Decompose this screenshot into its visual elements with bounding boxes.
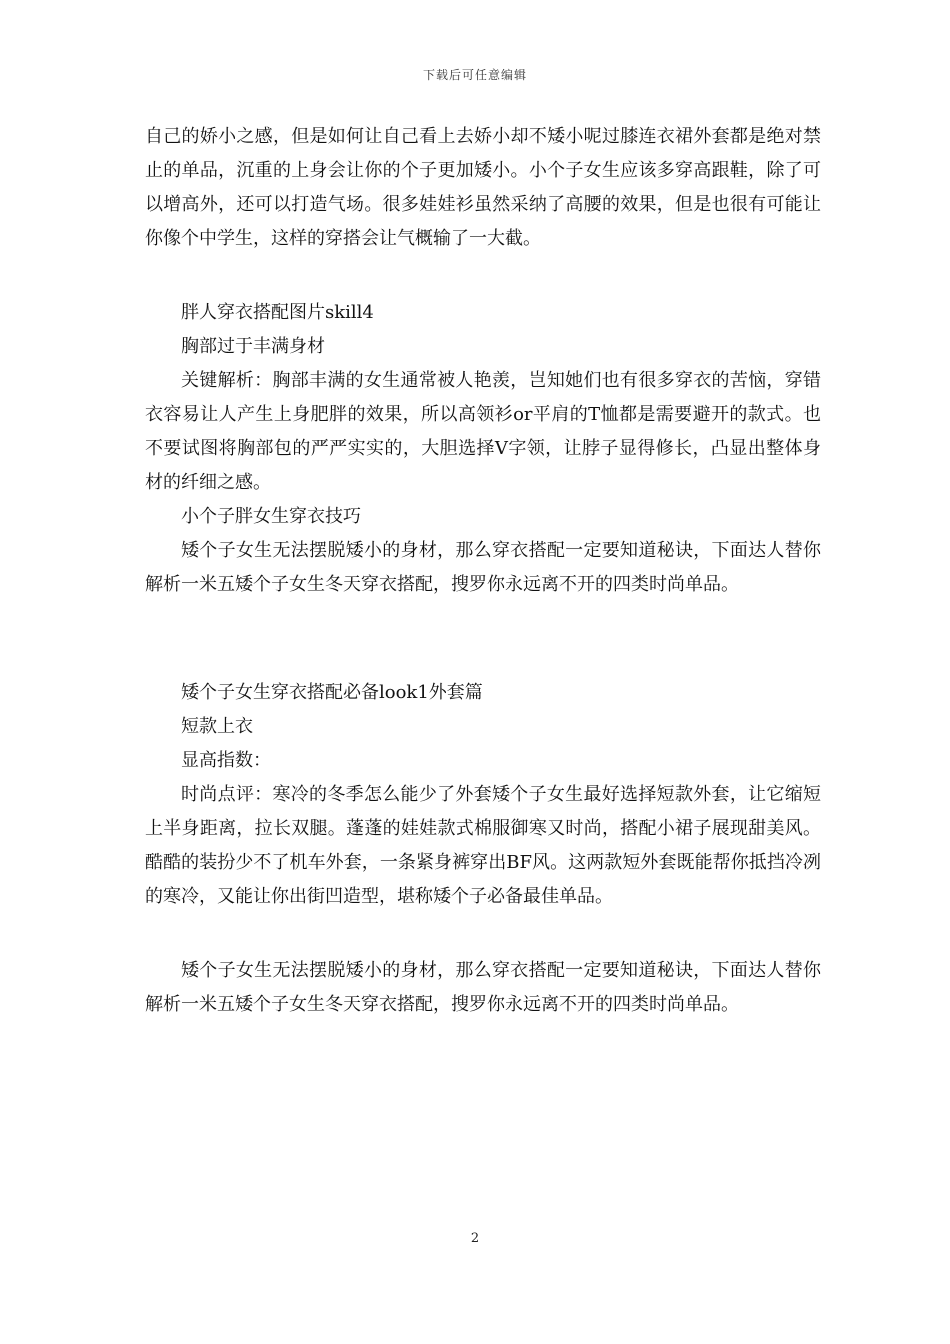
- paragraph-fashion-review: 时尚点评：寒冷的冬季怎么能少了外套矮个子女生最好选择短款外套，让它缩短上半身距离，拉长双腿。蓬蓬的娃娃款式棉服御寒又时尚，搭配小裙子展现甜美风。酷酷的装扮少不了机车外套，一条紧身裤穿出BF风。这两款短外套既能帮你抵挡冷冽的寒冷，又能让你出街凹造型，堪称矮个子必备最佳单品。: [145, 784, 821, 907]
- page-number: 2: [470, 1231, 480, 1246]
- spacer: [145, 256, 821, 296]
- paragraph-key-analysis: 关键解析：胸部丰满的女生通常被人艳羡，岂知她们也有很多穿衣的苦恼，穿错衣容易让人产生上身肥胖的效果，所以高领衫or平肩的T恤都是需要避开的款式。也不要试图将胸部包的严严实实的，大胆选择V字领，让脖子显得修长，凸显出整体身材的纤细之感。: [145, 370, 821, 493]
- page-header: 下载后可任意编辑: [422, 68, 527, 82]
- paragraph-petite-intro: 矮个子女生无法摆脱矮小的身材，那么穿衣搭配一定要知道秘诀，下面达人替你解析一米五矮个子女生冬天穿衣搭配，搜罗你永远离不开的四类时尚单品。: [145, 540, 821, 595]
- spacer: [145, 914, 821, 954]
- document-body: [145, 120, 821, 1022]
- section-heading-look1: 矮个子女生穿衣搭配必备look1外套篇: [181, 682, 483, 703]
- subheading-short-top: 短款上衣: [181, 716, 253, 737]
- subheading-petite-tips: 小个子胖女生穿衣技巧: [181, 506, 361, 527]
- paragraph-petite-intro-repeat: 矮个子女生无法摆脱矮小的身材，那么穿衣搭配一定要知道秘诀，下面达人替你解析一米五矮个子女生冬天穿衣搭配，搜罗你永远离不开的四类时尚单品。: [145, 960, 821, 1015]
- height-index-label: 显高指数：: [181, 750, 271, 771]
- subheading-full-bust: 胸部过于丰满身材: [181, 336, 325, 357]
- spacer: [145, 602, 821, 676]
- paragraph-intro-continued: 自己的娇小之感，但是如何让自己看上去娇小却不矮小呢过膝连衣裙外套都是绝对禁止的单品，沉重的上身会让你的个子更加矮小。小个子女生应该多穿高跟鞋，除了可以增高外，还可以打造气场。很多娃娃衫虽然采纳了高腰的效果，但是也很有可能让你像个中学生，这样的穿搭会让气概输了一大截。: [145, 126, 821, 249]
- section-heading-skill4: 胖人穿衣搭配图片skill4: [181, 302, 374, 323]
